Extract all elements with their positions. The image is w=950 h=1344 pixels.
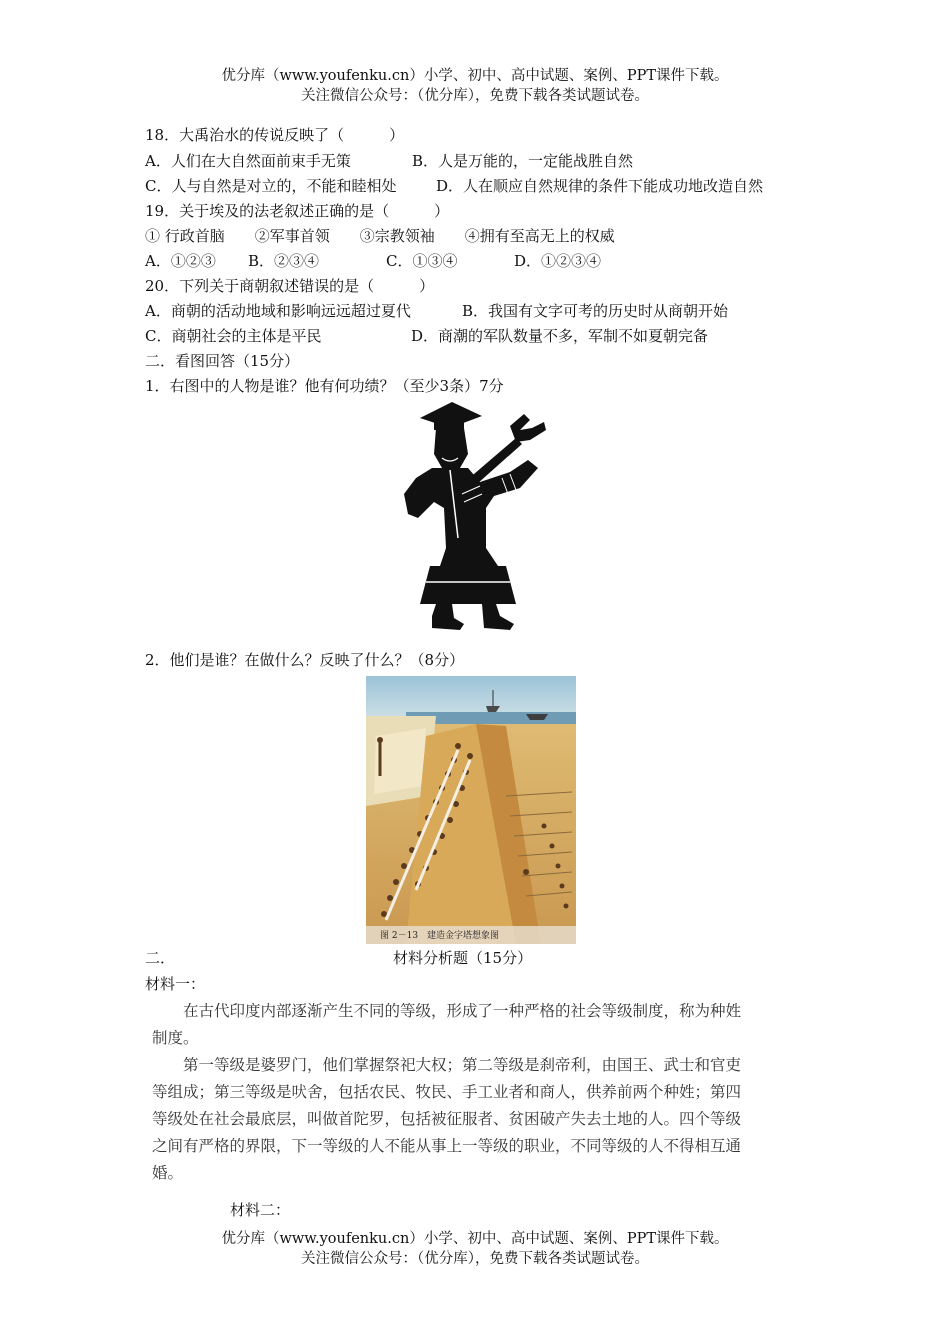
q19-option-d: D．①②③④: [514, 252, 602, 270]
material1-paragraph1: 在古代印度内部逐渐产生不同的等级，形成了一种严格的社会等级制度，称为种姓制度。: [152, 1002, 742, 1047]
section2-title: 二．看图回答（15分）: [145, 352, 300, 370]
q19-option-b: B．②③④: [248, 252, 320, 270]
q20-stem: 20．下列关于商朝叙述错误的是（ ）: [145, 277, 435, 295]
page-footer-line1: 优分库（www.youfenku.cn）小学、初中、高中试题、案例、PPT课件下载。: [221, 1231, 729, 1247]
q19-option-c: C．①③④: [386, 252, 458, 270]
material1-label: 材料一：: [145, 975, 206, 993]
q19-option-a: A．①②③: [145, 252, 216, 270]
figure-caption: 图 2－13 建造金字塔想象图: [380, 931, 500, 941]
page-header-line1: 优分库（www.youfenku.cn）小学、初中、高中试题、案例、PPT课件下载。: [221, 68, 729, 84]
material1-text-block: [152, 998, 752, 1187]
q20-option-c: C．商朝社会的主体是平民: [145, 327, 322, 345]
pyramid-construction-picture: [366, 676, 576, 944]
section3-title: 材料分析题（15分）: [393, 949, 533, 967]
section2-q2: 2．他们是谁？在做什么？反映了什么？（8分）: [145, 651, 465, 669]
material2-label: 材料二：: [230, 1201, 291, 1219]
q19-items: ① 行政首脑 ②军事首领 ③宗教领袖 ④拥有至高无上的权威: [145, 227, 615, 245]
q19-stem: 19．关于埃及的法老叙述正确的是（ ）: [145, 202, 450, 220]
section3-number: 二．: [145, 949, 176, 967]
q20-option-b: B．我国有文字可考的历史时从商朝开始: [462, 302, 729, 320]
q18-option-d: D．人在顺应自然规律的条件下能成功地改造自然: [436, 177, 764, 195]
q20-option-d: D．商潮的军队数量不多，军制不如夏朝完备: [411, 327, 709, 345]
material1-paragraph2: 第一等级是婆罗门，他们掌握祭祀大权；第二等级是刹帝利，由国王、武士和官吏等组成；第三等级是吠舍，包括农民、牧民、手工业者和商人，供养前两个种姓；第四等级处在社会最底层，叫做首陀罗，包括被征服者、贫困破产失去土地的人。四个等级之间有严格的界限，下一等级的人不能从事上一等级的职业，不同等级的人不得相互通婚。: [152, 1056, 742, 1182]
q18-option-c: C．人与自然是对立的，不能和睦相处: [145, 177, 397, 195]
q18-stem: 18．大禹治水的传说反映了（ ）: [145, 126, 405, 144]
q18-option-a: A．人们在大自然面前束手无策: [145, 152, 351, 170]
page-footer-line2: 关注微信公众号：（优分库），免费下载各类试题试卷。: [301, 1251, 649, 1267]
q18-option-b: B．人是万能的，一定能战胜自然: [412, 152, 634, 170]
yu-the-great-figure: [398, 398, 548, 632]
page-header-line2: 关注微信公众号：（优分库），免费下载各类试题试卷。: [301, 88, 649, 104]
section2-q1: 1．右图中的人物是谁？他有何功绩？（至少3条）7分: [145, 377, 504, 395]
q20-option-a: A．商朝的活动地域和影响远远超过夏代: [145, 302, 411, 320]
